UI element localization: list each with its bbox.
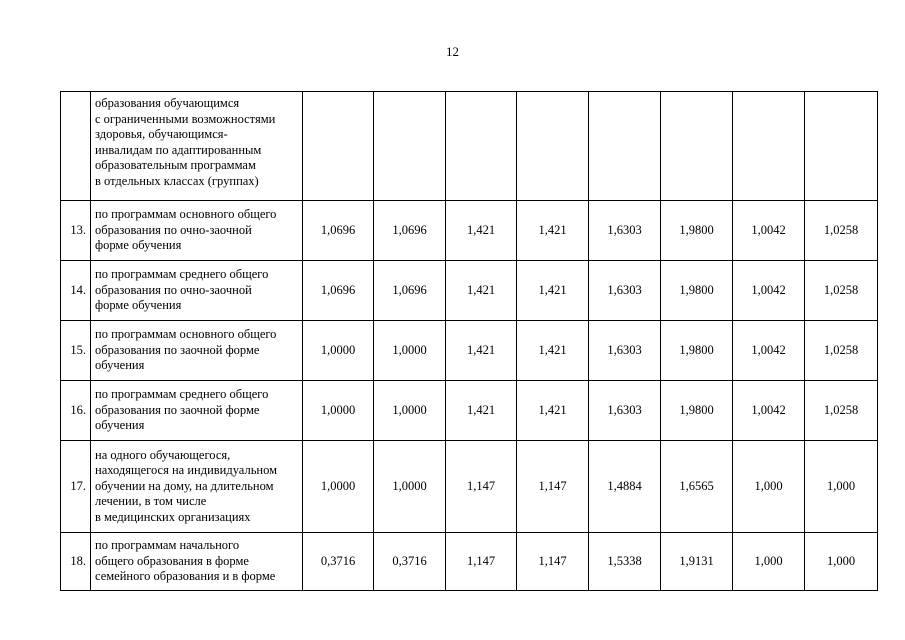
value-cell: 1,000	[805, 441, 878, 533]
description-line: по программам среднего общего	[95, 267, 269, 282]
value-cell	[733, 92, 805, 201]
description-line: находящегося на индивидуальном	[95, 463, 278, 478]
table-row	[61, 441, 878, 533]
value-cell: 1,0000	[374, 381, 446, 441]
row-number: 13.	[61, 201, 91, 261]
row-number: 16.	[61, 381, 91, 441]
row-number: 17.	[61, 441, 91, 533]
value-cell: 1,0042	[733, 321, 805, 381]
row-number: 18.	[61, 533, 91, 591]
value-cell	[805, 92, 878, 201]
value-cell: 1,0000	[374, 441, 446, 533]
value-cell: 0,3716	[303, 533, 374, 591]
value-cell: 1,0042	[733, 381, 805, 441]
value-cell: 1,0042	[733, 201, 805, 261]
row-description	[91, 441, 303, 533]
value-cell: 1,421	[446, 201, 517, 261]
table-row	[61, 321, 878, 381]
description-line: по программам начального	[95, 538, 240, 553]
value-cell: 1,0000	[303, 381, 374, 441]
description-line: общего образования в форме	[95, 553, 249, 568]
value-cell: 1,0696	[374, 201, 446, 261]
value-cell: 1,0696	[303, 261, 374, 321]
description-line: обучения	[95, 418, 145, 433]
value-cell: 1,0000	[374, 321, 446, 381]
description-line: по программам среднего общего	[95, 387, 269, 402]
description-line: обучении на дому, на длительном	[95, 478, 274, 493]
coefficients-table	[60, 91, 878, 591]
value-cell: 1,6303	[589, 381, 661, 441]
description-line: по программам основного общего	[95, 207, 277, 222]
description-line: здоровья, обучающимся-	[95, 127, 228, 141]
value-cell: 1,6565	[661, 441, 733, 533]
value-cell: 1,421	[446, 261, 517, 321]
table-row	[61, 92, 878, 201]
description-line: инвалидам по адаптированным	[95, 142, 262, 157]
value-cell: 1,9800	[661, 381, 733, 441]
value-cell: 1,0258	[805, 261, 878, 321]
row-description	[91, 261, 303, 321]
description-line: форме обучения	[95, 298, 182, 313]
table-row	[61, 533, 878, 591]
value-cell: 1,000	[733, 441, 805, 533]
value-cell: 1,421	[517, 381, 589, 441]
value-cell	[303, 92, 374, 201]
value-cell: 1,0696	[303, 201, 374, 261]
table-row	[61, 381, 878, 441]
value-cell: 0,3716	[374, 533, 446, 591]
description-line: образования обучающимся	[95, 96, 240, 110]
description-line: образовательным программам	[95, 158, 256, 172]
value-cell: 1,421	[517, 201, 589, 261]
value-cell: 1,000	[733, 533, 805, 591]
description-line: на одного обучающегося,	[95, 447, 231, 462]
value-cell: 1,0000	[303, 441, 374, 533]
row-number	[61, 92, 91, 201]
value-cell: 1,6303	[589, 321, 661, 381]
table-row	[61, 201, 878, 261]
description-line: в отдельных классах (группах)	[95, 173, 259, 188]
description-line: форме обучения	[95, 238, 182, 253]
description-line: образования по заочной форме	[95, 342, 260, 357]
row-description	[91, 533, 303, 591]
value-cell: 1,421	[446, 321, 517, 381]
value-cell: 1,147	[446, 533, 517, 591]
row-number: 15.	[61, 321, 91, 381]
value-cell	[374, 92, 446, 201]
value-cell: 1,9131	[661, 533, 733, 591]
value-cell: 1,4884	[589, 441, 661, 533]
value-cell: 1,0258	[805, 381, 878, 441]
description-line: семейного образования и в форме	[95, 569, 276, 584]
value-cell: 1,421	[517, 321, 589, 381]
description-line: с ограниченными возможностями	[95, 111, 276, 126]
value-cell: 1,0258	[805, 321, 878, 381]
value-cell: 1,6303	[589, 261, 661, 321]
table-row	[61, 261, 878, 321]
value-cell: 1,000	[805, 533, 878, 591]
description-line: по программам основного общего	[95, 327, 277, 342]
row-description	[91, 201, 303, 261]
value-cell: 1,6303	[589, 201, 661, 261]
value-cell: 1,421	[517, 261, 589, 321]
value-cell: 1,421	[446, 381, 517, 441]
row-description	[91, 321, 303, 381]
value-cell	[446, 92, 517, 201]
value-cell: 1,9800	[661, 201, 733, 261]
description-line: в медицинских организациях	[95, 509, 251, 524]
description-line: образования по очно-заочной	[95, 222, 252, 237]
value-cell: 1,0042	[733, 261, 805, 321]
row-number: 14.	[61, 261, 91, 321]
value-cell: 1,147	[517, 533, 589, 591]
value-cell: 1,0000	[303, 321, 374, 381]
value-cell: 1,9800	[661, 321, 733, 381]
description-line: образования по очно-заочной	[95, 282, 252, 297]
page-number: 12	[446, 44, 459, 59]
description-line: обучения	[95, 358, 145, 373]
description-line: образования по заочной форме	[95, 402, 260, 417]
row-description	[91, 381, 303, 441]
row-description	[91, 92, 303, 201]
description-line: лечении, в том числе	[95, 494, 207, 509]
value-cell: 1,0258	[805, 201, 878, 261]
value-cell	[661, 92, 733, 201]
value-cell	[589, 92, 661, 201]
value-cell: 1,0696	[374, 261, 446, 321]
value-cell: 1,5338	[589, 533, 661, 591]
value-cell	[517, 92, 589, 201]
value-cell: 1,9800	[661, 261, 733, 321]
value-cell: 1,147	[517, 441, 589, 533]
value-cell: 1,147	[446, 441, 517, 533]
